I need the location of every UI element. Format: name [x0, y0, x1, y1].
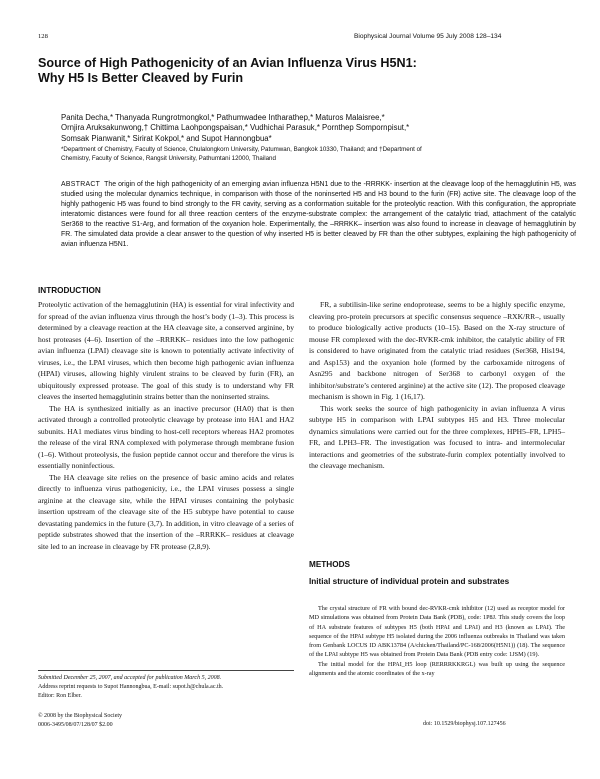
- intro-paragraph: Proteolytic activation of the hemagglutinin (HA) is essential for viral infectivity and for spread of the avian influenza virus through the host’s body (1–3). This process is determined by a cleavage reaction at the HA cleavage site, a conserved arginine, by host proteases (4–6). Insertion of the –RRRKK– residues into the low pathogenic avian influenza (LPAI) cleavage site is known to potentially activate infectivity of viruses, i.e., the LPAI viruses, which then become high pathogenic avian influenza (HPAI) viruses, allowing highly virulent strains to be cleaved by furin (FR), an ubiquitously expressed protease. The goal of this study is to understand why FR cleaves the inserted hemagglutinin strains better than the noninserted strains.: [38, 300, 294, 401]
- authors-line-2: Ornjira Aruksakunwong,† Chittima Laohpongspaisan,* Vudhichai Parasuk,* Pornthep Sompornpisut,*: [61, 123, 410, 133]
- copyright-line-2: 0006-3495/08/07/128/07 $2.00: [38, 722, 113, 728]
- introduction-right-column: [309, 299, 565, 472]
- introduction-left-column: [38, 299, 294, 552]
- abstract-text: The origin of the high pathogenicity of an emerging avian influenza H5N1 due to the -RRRKK- insertion at the cleavage loop of the hemagglutinin H5, was studied using the molecular dynamics technique, in comparison with those of the noninserted H5 and H3 bound to the furin (FR) active site. The cleavage loop of the highly pathogenic H5 was found to bind strongly to the FR cavity, serving as a conformation suitable for the proteolytic reaction. With this configuration, the appropriate interatomic distances were found for all three reaction centers of the enzyme-substrate complex: the arrangement of the catalytic triad, attachment of the catalytic Ser368 to the reactive S1-Arg, and formation of the oxyanion hole. Experimentally, the –RRRKK– insertion was also found to increase in cleavage of hemagglutinin by FR. The simulated data provide a clear answer to the question of why inserted H5 is better cleaved by FR than the other subtypes, explaining the high pathogenicity of avian influenza H5N1.: [61, 181, 576, 249]
- intro-paragraph: The HA is synthesized initially as an inactive precursor (HA0) that is then activated through a controlled proteolytic cleavage by protease into HA1 and HA2 subunits. HA1 mediates virus binding to host-cell receptors whereas HA2 promotes the release of the viral RNA complexed with polymerase through membrane fusion (1–6). Without proteolysis, the fusion peptide cannot occur and therefore the virus is essentially noninfectious.: [38, 403, 294, 470]
- introduction-heading: INTRODUCTION: [38, 286, 101, 295]
- abstract-label: ABSTRACT: [61, 181, 101, 188]
- submitted-note: Submitted December 25, 2007, and accepted for publication March 5, 2008.: [38, 675, 222, 681]
- paper-title: [38, 56, 568, 86]
- title-line-1: Source of High Pathogenicity of an Avian Influenza Virus H5N1:: [38, 56, 417, 70]
- intro-paragraph: This work seeks the source of high pathogenicity in avian influenza A virus subtype H5 in comparison with LPAI subtypes H5 and H3. Three molecular dynamics simulations were carried out for the three complexes, HPH5–FR, LPH5–FR, and LPH3–FR. The investigation was focused to intra- and intermolecular interactions and geometries of the substrate-furin complex potentially involved to the cleavage mechanism.: [309, 403, 565, 470]
- editor-note: Editor: Ron Elber.: [38, 693, 82, 699]
- methods-paragraph: The crystal structure of FR with bound dec-RVKR-cmk inhibitor (12) used as receptor model for MD simulations was obtained from Protein Data Bank (PDB), code: 1P8J. This study covers the loop of HA substrate features of subtypes H5 (both HPAI and LPAI) and H3 (known as LPAI). The sequence of the HPAI subtype H5 isolated during the 2006 influenza outbreaks in Thailand was taken from Genbank LOCUS ID ABK13784 (A/chicken/Thailand/PC-168/2006(H5N1)) (18). The sequence of the LPAI subtype H5 was obtained from Protein Data Bank (PDB entry code: 1JSM) (19).: [309, 605, 565, 659]
- address-note: Address reprint requests to Supot Hannongbua, E-mail: supot.h@chula.ac.th.: [38, 684, 224, 690]
- authors-line-1: Panita Decha,* Thanyada Rungrotmongkol,* Pathumwadee Intharathep,* Maturos Malaisree,*: [61, 113, 385, 122]
- copyright-line-1: © 2008 by the Biophysical Society: [38, 713, 123, 719]
- methods-heading: METHODS: [309, 560, 350, 569]
- methods-subheading: Initial structure of individual protein and substrates: [309, 577, 510, 586]
- affiliations: [61, 145, 576, 163]
- affiliation-line-1: *Department of Chemistry, Faculty of Science, Chulalongkorn University, Patumwan, Bangkok 10330, Thailand; and †Department of: [61, 146, 422, 153]
- footnote: [38, 674, 294, 701]
- doi: doi: 10.1529/biophysj.107.127456: [423, 721, 506, 727]
- affiliation-line-2: Chemistry, Faculty of Science, Rangsit University, Pathumtani 12000, Thailand: [61, 155, 276, 162]
- copyright: [38, 712, 294, 730]
- title-line-2: Why H5 Is Better Cleaved by Furin: [38, 71, 244, 85]
- intro-paragraph: FR, a subtilisin-like serine endoprotease, seems to be a highly specific enzyme, cleaving pro-protein precursors at specific consensus sequence –RXK/RR–, usually to produce biologically active products (10–15). Based on the X-ray structure of mouse FR complexed with the dec-RVKR-cmk inhibitor, the catalytic ability of FR is considered to have originated from the catalytic triad residues (Ser368, His194, and Asp153) and the oxyanion hole (formed by the carboxamide nitrogens of Asn295 and backbone nitrogen of Ser368 to carbonyl oxygen of the inhibitor/substrate’s centered arginine) at the active site (12). The proposed cleavage mechanism is shown in Fig. 1 (16,17).: [309, 300, 565, 401]
- abstract: [61, 180, 576, 250]
- journal-header: Biophysical Journal Volume 95 July 2008 128–134: [354, 33, 502, 40]
- authors-line-3: Somsak Pianwanit,* Sirirat Kokpol,* and Supot Hannongbua*: [61, 133, 272, 143]
- page-number: 128: [38, 33, 48, 40]
- methods-paragraph: The initial model for the HPAI_H5 loop (RERRRKKRGL) was built up using the sequence alignments and the atomic coordinates of the x-ray: [309, 660, 565, 678]
- methods-body: [309, 604, 565, 678]
- author-list: [61, 113, 576, 144]
- intro-paragraph: The HA cleavage site relies on the presence of basic amino acids and relates directly to influenza virus pathogenicity, i.e., the LPAI viruses possess a single arginine at the cleavage site, while the HPAI viruses containing the polybasic insertion upstream of the cleavage site of the H5 subtype have potential to cause devastating pandemics in the future (3,7). In addition, in vitro cleavage of a series of peptide substrates showed that the insertion of the –RRRKK– residues at cleavage site led to an increase in cleavage by FR protease (2,8,9).: [38, 472, 294, 551]
- footnote-divider: [38, 670, 294, 671]
